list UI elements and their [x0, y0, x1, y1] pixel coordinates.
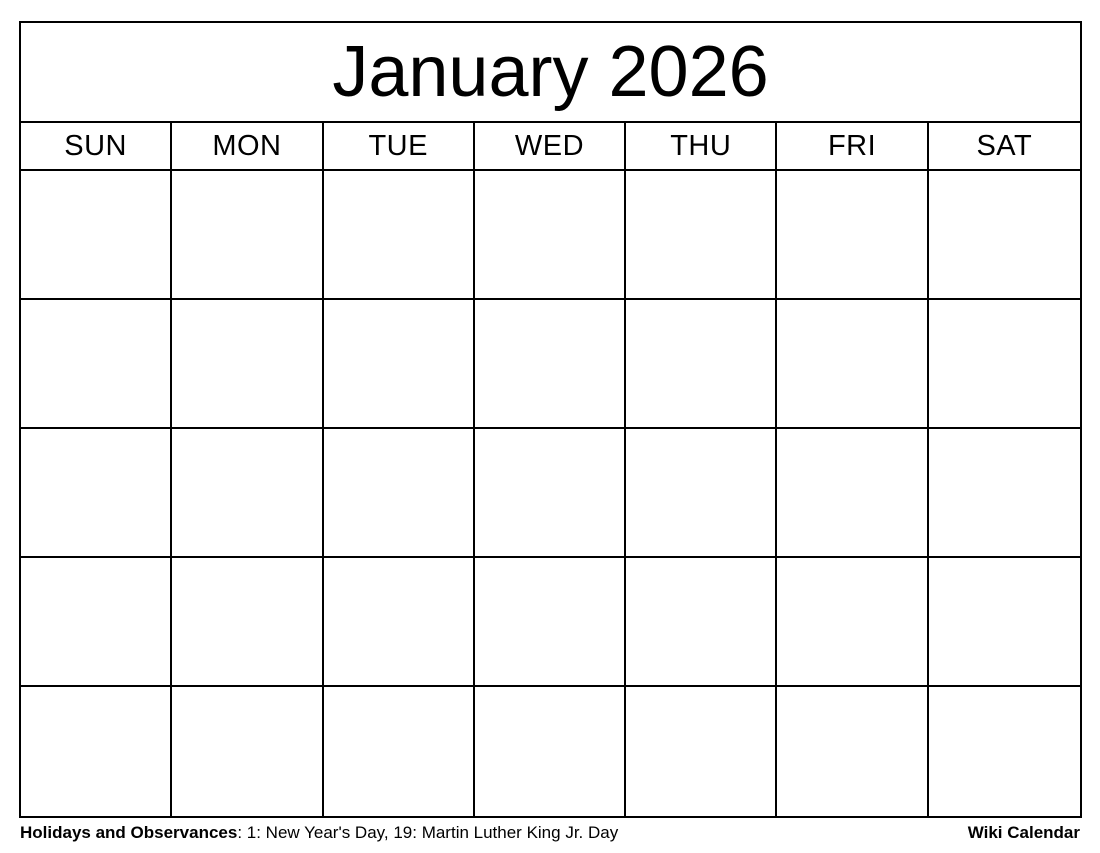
- calendar-cell: [929, 171, 1080, 300]
- calendar-cell: [626, 687, 777, 816]
- calendar-cell: [929, 429, 1080, 558]
- calendar-cell: [21, 687, 172, 816]
- calendar-cell: [21, 558, 172, 687]
- holidays-details: : 1: New Year's Day, 19: Martin Luther King Jr. Day: [237, 823, 619, 842]
- calendar-cell: [21, 300, 172, 429]
- calendar-cell: [172, 300, 323, 429]
- calendar-cell: [626, 558, 777, 687]
- day-header-sun: SUN: [21, 123, 172, 171]
- calendar-cell: [626, 300, 777, 429]
- calendar-cell: [777, 687, 928, 816]
- calendar-cell: [929, 558, 1080, 687]
- brand-label: Wiki Calendar: [967, 823, 1080, 842]
- calendar-cell: [777, 429, 928, 558]
- calendar-cell: [172, 171, 323, 300]
- calendar-cell: [626, 429, 777, 558]
- calendar-cell: [929, 300, 1080, 429]
- calendar-title: January 2026: [21, 23, 1080, 123]
- calendar-cell: [929, 687, 1080, 816]
- calendar-cell: [475, 687, 626, 816]
- calendar-cell: [172, 429, 323, 558]
- calendar-cell: [475, 300, 626, 429]
- day-header-fri: FRI: [777, 123, 928, 171]
- calendar-cell: [172, 558, 323, 687]
- calendar-cell: [777, 300, 928, 429]
- calendar: [19, 21, 1082, 818]
- calendar-cell: [475, 558, 626, 687]
- calendar-cell: [172, 687, 323, 816]
- calendar-cell: [324, 687, 475, 816]
- day-header-mon: MON: [172, 123, 323, 171]
- holidays-label: Holidays and Observances: [20, 823, 238, 842]
- calendar-cell: [324, 300, 475, 429]
- day-header-thu: THU: [626, 123, 777, 171]
- day-header-wed: WED: [475, 123, 626, 171]
- calendar-cell: [626, 171, 777, 300]
- calendar-cell: [324, 429, 475, 558]
- calendar-cell: [21, 429, 172, 558]
- calendar-cell: [777, 171, 928, 300]
- footer: [20, 822, 1080, 843]
- calendar-cell: [324, 558, 475, 687]
- calendar-cell: [475, 429, 626, 558]
- holidays-note: [20, 822, 618, 843]
- calendar-cell: [777, 558, 928, 687]
- calendar-cell: [21, 171, 172, 300]
- calendar-grid: [21, 123, 1080, 816]
- calendar-cell: [475, 171, 626, 300]
- day-header-sat: SAT: [929, 123, 1080, 171]
- day-header-tue: TUE: [324, 123, 475, 171]
- calendar-cell: [324, 171, 475, 300]
